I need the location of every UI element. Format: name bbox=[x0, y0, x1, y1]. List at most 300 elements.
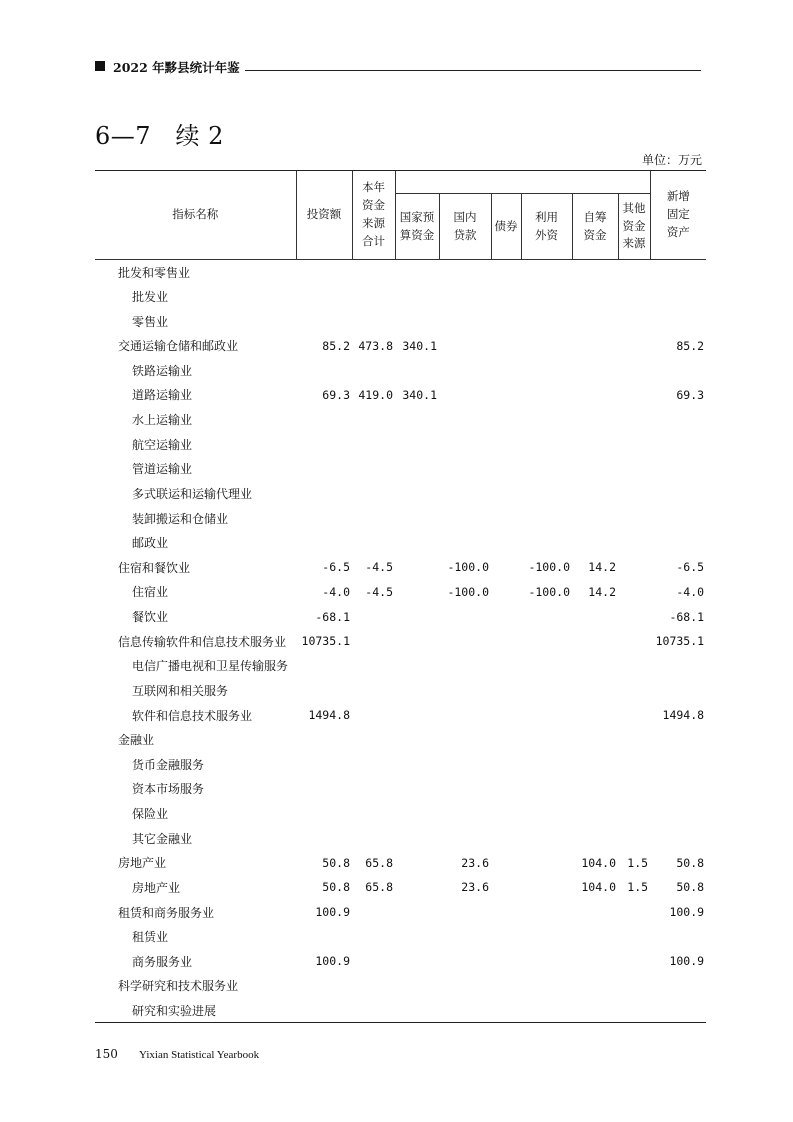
col-header-self: 自筹资金 bbox=[572, 194, 618, 260]
row-value bbox=[439, 481, 491, 506]
row-value bbox=[491, 481, 521, 506]
row-value bbox=[650, 678, 706, 703]
row-value bbox=[352, 457, 395, 482]
row-value bbox=[352, 530, 395, 555]
row-value bbox=[572, 407, 618, 432]
row-name: 批发业 bbox=[132, 289, 169, 304]
row-value: 1494.8 bbox=[662, 708, 705, 723]
row-value bbox=[618, 678, 650, 703]
row-value bbox=[296, 678, 352, 703]
row-value bbox=[491, 260, 521, 285]
row-value bbox=[395, 654, 439, 679]
row-value bbox=[491, 358, 521, 383]
row-name: 租赁业 bbox=[132, 930, 169, 945]
col-header-total: 本年资金来源合计 bbox=[352, 171, 395, 260]
row-value bbox=[572, 309, 618, 334]
table-row bbox=[95, 604, 706, 629]
row-value bbox=[572, 900, 618, 925]
row-value bbox=[439, 752, 491, 777]
row-value bbox=[352, 801, 395, 826]
table-row bbox=[95, 826, 706, 851]
row-value bbox=[618, 260, 650, 285]
row-value bbox=[618, 555, 650, 580]
row-value bbox=[491, 727, 521, 752]
row-value: 85.2 bbox=[322, 338, 350, 353]
row-value bbox=[572, 457, 618, 482]
col-header-spacer bbox=[395, 171, 650, 194]
row-value bbox=[491, 530, 521, 555]
table-row bbox=[95, 383, 706, 408]
table-row bbox=[95, 407, 706, 432]
row-value bbox=[521, 604, 572, 629]
table-row bbox=[95, 358, 706, 383]
row-value bbox=[618, 801, 650, 826]
row-value bbox=[521, 727, 572, 752]
row-value bbox=[572, 432, 618, 457]
row-value bbox=[618, 604, 650, 629]
row-value bbox=[521, 457, 572, 482]
row-value bbox=[650, 654, 706, 679]
row-value: 69.3 bbox=[676, 387, 705, 402]
row-value bbox=[650, 801, 706, 826]
row-name: 零售业 bbox=[132, 314, 169, 329]
row-name: 住宿业 bbox=[132, 585, 169, 600]
table-body bbox=[95, 260, 706, 1023]
row-value bbox=[521, 777, 572, 802]
row-value: -100.0 bbox=[447, 560, 489, 575]
row-value bbox=[296, 752, 352, 777]
row-value bbox=[352, 727, 395, 752]
row-name: 房地产业 bbox=[118, 856, 167, 871]
row-value bbox=[650, 530, 706, 555]
table-row bbox=[95, 481, 706, 506]
row-value bbox=[521, 924, 572, 949]
row-value bbox=[491, 407, 521, 432]
row-value bbox=[491, 998, 521, 1023]
row-value: -4.0 bbox=[676, 584, 705, 599]
row-value bbox=[491, 703, 521, 728]
row-value bbox=[491, 604, 521, 629]
row-value bbox=[618, 358, 650, 383]
row-value bbox=[491, 309, 521, 334]
row-value bbox=[439, 924, 491, 949]
row-value bbox=[296, 284, 352, 309]
footer-title: Yixian Statistical Yearbook bbox=[139, 1049, 260, 1061]
row-value bbox=[395, 826, 439, 851]
row-value bbox=[296, 358, 352, 383]
row-value bbox=[618, 998, 650, 1023]
row-value: -100.0 bbox=[447, 584, 489, 599]
table-row bbox=[95, 998, 706, 1023]
row-value: -68.1 bbox=[669, 609, 705, 624]
row-value bbox=[395, 506, 439, 531]
row-value bbox=[572, 924, 618, 949]
row-value bbox=[439, 260, 491, 285]
row-value bbox=[618, 727, 650, 752]
row-value bbox=[296, 654, 352, 679]
row-value bbox=[650, 358, 706, 383]
row-value bbox=[296, 260, 352, 285]
table-row bbox=[95, 678, 706, 703]
row-value bbox=[296, 727, 352, 752]
row-value: 100.9 bbox=[315, 905, 350, 920]
row-value bbox=[521, 752, 572, 777]
row-value bbox=[296, 974, 352, 999]
row-value bbox=[572, 284, 618, 309]
row-value: 104.0 bbox=[581, 880, 616, 895]
row-value bbox=[439, 284, 491, 309]
row-value bbox=[618, 949, 650, 974]
row-value bbox=[439, 530, 491, 555]
row-value bbox=[296, 309, 352, 334]
row-value bbox=[491, 777, 521, 802]
row-value bbox=[572, 801, 618, 826]
row-value bbox=[352, 407, 395, 432]
col-header-foreign: 利用外资 bbox=[521, 194, 572, 260]
row-value: 100.9 bbox=[315, 954, 350, 969]
col-header-bond: 债券 bbox=[491, 194, 521, 260]
row-name: 互联网和相关服务 bbox=[132, 683, 229, 698]
row-value bbox=[618, 506, 650, 531]
row-value bbox=[296, 506, 352, 531]
row-value bbox=[572, 481, 618, 506]
row-value bbox=[395, 801, 439, 826]
col-header-other: 其他资金来源 bbox=[618, 194, 650, 260]
row-value: 23.6 bbox=[461, 855, 489, 870]
row-value bbox=[352, 998, 395, 1023]
row-name: 多式联运和运输代理业 bbox=[132, 486, 253, 501]
row-value bbox=[521, 998, 572, 1023]
table-row bbox=[95, 875, 706, 900]
row-value bbox=[491, 801, 521, 826]
row-name: 电信广播电视和卫星传输服务 bbox=[132, 659, 289, 674]
row-value bbox=[521, 284, 572, 309]
row-value: -4.5 bbox=[365, 584, 393, 599]
row-value bbox=[618, 900, 650, 925]
page-number: 150 bbox=[95, 1047, 118, 1061]
table-row bbox=[95, 654, 706, 679]
row-value bbox=[352, 358, 395, 383]
row-value bbox=[521, 407, 572, 432]
row-value bbox=[439, 777, 491, 802]
row-value bbox=[491, 974, 521, 999]
row-name: 其它金融业 bbox=[132, 831, 193, 846]
row-value bbox=[572, 678, 618, 703]
row-name: 信息传输软件和信息技术服务业 bbox=[118, 634, 287, 649]
row-value bbox=[650, 432, 706, 457]
row-value bbox=[439, 703, 491, 728]
row-value bbox=[352, 752, 395, 777]
table-row bbox=[95, 851, 706, 876]
table-row bbox=[95, 974, 706, 999]
table-row bbox=[95, 284, 706, 309]
row-value bbox=[491, 875, 521, 900]
row-value: 23.6 bbox=[461, 880, 489, 895]
row-value bbox=[395, 949, 439, 974]
row-value bbox=[650, 998, 706, 1023]
row-value bbox=[572, 333, 618, 358]
row-value bbox=[352, 309, 395, 334]
row-value bbox=[395, 432, 439, 457]
row-name: 道路运输业 bbox=[132, 388, 193, 403]
table-row bbox=[95, 752, 706, 777]
row-value bbox=[618, 752, 650, 777]
row-value: 14.2 bbox=[588, 584, 616, 599]
row-value: 50.8 bbox=[322, 855, 350, 870]
row-value bbox=[521, 481, 572, 506]
row-value bbox=[491, 949, 521, 974]
row-value bbox=[521, 801, 572, 826]
row-value bbox=[439, 506, 491, 531]
row-value: 65.8 bbox=[365, 855, 393, 870]
section-title: 6—7 续 2 bbox=[95, 122, 224, 150]
row-value bbox=[491, 457, 521, 482]
row-value bbox=[618, 530, 650, 555]
row-value bbox=[395, 260, 439, 285]
row-value bbox=[572, 260, 618, 285]
row-value: 340.1 bbox=[402, 338, 437, 353]
row-value bbox=[395, 604, 439, 629]
row-value bbox=[352, 629, 395, 654]
row-value bbox=[352, 703, 395, 728]
row-name: 邮政业 bbox=[132, 536, 169, 551]
row-value bbox=[618, 629, 650, 654]
row-value bbox=[521, 530, 572, 555]
row-value bbox=[352, 432, 395, 457]
row-value bbox=[296, 998, 352, 1023]
row-value: 69.3 bbox=[322, 387, 350, 402]
row-value bbox=[521, 900, 572, 925]
row-value bbox=[395, 727, 439, 752]
row-value bbox=[439, 407, 491, 432]
row-value bbox=[491, 678, 521, 703]
row-value: 14.2 bbox=[588, 560, 616, 575]
row-value bbox=[491, 555, 521, 580]
table-row bbox=[95, 777, 706, 802]
row-name: 批发和零售业 bbox=[118, 265, 191, 280]
row-value bbox=[439, 383, 491, 408]
row-value bbox=[395, 309, 439, 334]
row-value bbox=[395, 407, 439, 432]
row-value bbox=[352, 826, 395, 851]
row-value bbox=[650, 924, 706, 949]
row-value bbox=[521, 703, 572, 728]
row-value bbox=[352, 260, 395, 285]
table-row bbox=[95, 924, 706, 949]
row-value: -68.1 bbox=[315, 609, 350, 624]
row-value bbox=[439, 629, 491, 654]
row-value bbox=[395, 678, 439, 703]
row-value bbox=[395, 457, 439, 482]
row-value bbox=[521, 432, 572, 457]
col-header-fixed: 新增固定资产 bbox=[650, 171, 706, 260]
row-value bbox=[296, 457, 352, 482]
row-value bbox=[395, 284, 439, 309]
row-name: 装卸搬运和仓储业 bbox=[132, 511, 229, 526]
row-value bbox=[296, 801, 352, 826]
row-name: 交通运输仓储和邮政业 bbox=[118, 339, 239, 354]
row-value bbox=[618, 383, 650, 408]
row-name: 航空运输业 bbox=[132, 437, 193, 452]
row-value bbox=[395, 580, 439, 605]
row-value bbox=[491, 900, 521, 925]
row-value: 340.1 bbox=[402, 387, 437, 402]
row-value bbox=[439, 727, 491, 752]
row-value bbox=[572, 654, 618, 679]
row-value bbox=[296, 432, 352, 457]
row-value bbox=[618, 580, 650, 605]
row-value bbox=[352, 506, 395, 531]
row-value: 100.9 bbox=[669, 905, 705, 920]
row-value: -4.5 bbox=[365, 560, 393, 575]
row-value bbox=[572, 998, 618, 1023]
row-value: 1.5 bbox=[627, 880, 649, 895]
row-value bbox=[352, 604, 395, 629]
row-value bbox=[395, 998, 439, 1023]
row-name: 铁路运输业 bbox=[132, 363, 193, 378]
row-value bbox=[650, 481, 706, 506]
row-value bbox=[650, 407, 706, 432]
row-value bbox=[521, 260, 572, 285]
table-row bbox=[95, 530, 706, 555]
row-value bbox=[521, 629, 572, 654]
row-value bbox=[439, 974, 491, 999]
table-row bbox=[95, 727, 706, 752]
row-value bbox=[395, 752, 439, 777]
col-header-loan: 国内贷款 bbox=[439, 194, 491, 260]
row-value bbox=[352, 481, 395, 506]
row-value: 50.8 bbox=[322, 880, 350, 895]
row-value bbox=[521, 875, 572, 900]
row-value bbox=[395, 629, 439, 654]
row-name: 房地产业 bbox=[132, 880, 181, 895]
row-value bbox=[521, 333, 572, 358]
row-value bbox=[521, 949, 572, 974]
row-value: 85.2 bbox=[676, 338, 705, 353]
row-value bbox=[439, 801, 491, 826]
row-value bbox=[352, 654, 395, 679]
row-name: 研究和实验进展 bbox=[95, 998, 296, 1023]
table-row bbox=[95, 457, 706, 482]
running-header bbox=[95, 58, 701, 78]
row-value bbox=[296, 924, 352, 949]
row-value bbox=[618, 407, 650, 432]
row-value bbox=[572, 506, 618, 531]
row-value bbox=[618, 481, 650, 506]
row-value bbox=[352, 949, 395, 974]
row-value bbox=[491, 333, 521, 358]
row-value bbox=[439, 678, 491, 703]
row-value bbox=[491, 383, 521, 408]
row-name: 软件和信息技术服务业 bbox=[132, 708, 253, 723]
row-value bbox=[618, 924, 650, 949]
row-value bbox=[618, 309, 650, 334]
page-footer bbox=[95, 1047, 259, 1061]
unit-label: 单位：万元 bbox=[641, 153, 702, 167]
row-value bbox=[572, 752, 618, 777]
row-name: 管道运输业 bbox=[132, 462, 193, 477]
row-value bbox=[650, 752, 706, 777]
row-value bbox=[650, 777, 706, 802]
row-value bbox=[650, 727, 706, 752]
row-value: 419.0 bbox=[358, 387, 393, 402]
col-header-budget: 国家预算资金 bbox=[395, 194, 439, 260]
row-value bbox=[439, 998, 491, 1023]
table-row bbox=[95, 333, 706, 358]
row-value bbox=[491, 506, 521, 531]
row-value bbox=[572, 604, 618, 629]
table-row bbox=[95, 432, 706, 457]
row-value bbox=[491, 580, 521, 605]
row-value bbox=[395, 924, 439, 949]
row-value bbox=[572, 358, 618, 383]
row-value bbox=[395, 530, 439, 555]
row-value bbox=[521, 309, 572, 334]
investment-table bbox=[95, 170, 706, 1023]
table-row bbox=[95, 260, 706, 285]
table-row bbox=[95, 580, 706, 605]
row-value bbox=[650, 260, 706, 285]
row-value bbox=[650, 506, 706, 531]
row-value bbox=[521, 383, 572, 408]
table-row bbox=[95, 555, 706, 580]
row-value bbox=[352, 284, 395, 309]
row-value bbox=[352, 900, 395, 925]
row-value bbox=[521, 851, 572, 876]
row-value bbox=[395, 481, 439, 506]
row-value bbox=[521, 826, 572, 851]
row-value bbox=[572, 629, 618, 654]
table-row bbox=[95, 949, 706, 974]
row-value bbox=[296, 826, 352, 851]
row-name: 住宿和餐饮业 bbox=[118, 560, 191, 575]
row-value bbox=[521, 654, 572, 679]
col-header-investment: 投资额 bbox=[296, 171, 352, 260]
row-value bbox=[572, 703, 618, 728]
row-value bbox=[491, 432, 521, 457]
header-title: 2022 年黟县统计年鉴 bbox=[113, 60, 240, 75]
row-value bbox=[352, 678, 395, 703]
row-name: 货币金融服务 bbox=[132, 757, 205, 772]
row-value bbox=[439, 900, 491, 925]
row-value bbox=[618, 333, 650, 358]
row-value bbox=[296, 530, 352, 555]
row-name: 资本市场服务 bbox=[132, 782, 205, 797]
row-value bbox=[439, 333, 491, 358]
row-value bbox=[439, 654, 491, 679]
row-value bbox=[618, 826, 650, 851]
row-name: 金融业 bbox=[118, 733, 155, 748]
table-row bbox=[95, 900, 706, 925]
row-value: 10735.1 bbox=[301, 634, 350, 649]
row-value bbox=[650, 309, 706, 334]
row-value bbox=[439, 358, 491, 383]
row-value: 473.8 bbox=[358, 338, 393, 353]
row-value bbox=[439, 457, 491, 482]
row-name: 水上运输业 bbox=[132, 413, 193, 428]
table-row bbox=[95, 801, 706, 826]
row-value: 104.0 bbox=[581, 855, 616, 870]
row-value: 50.8 bbox=[676, 855, 705, 870]
row-value: -6.5 bbox=[676, 560, 705, 575]
row-value bbox=[439, 432, 491, 457]
row-value bbox=[395, 703, 439, 728]
row-value bbox=[439, 826, 491, 851]
row-value bbox=[618, 432, 650, 457]
row-value bbox=[521, 678, 572, 703]
row-value bbox=[521, 974, 572, 999]
col-header-name: 指标名称 bbox=[95, 171, 296, 260]
